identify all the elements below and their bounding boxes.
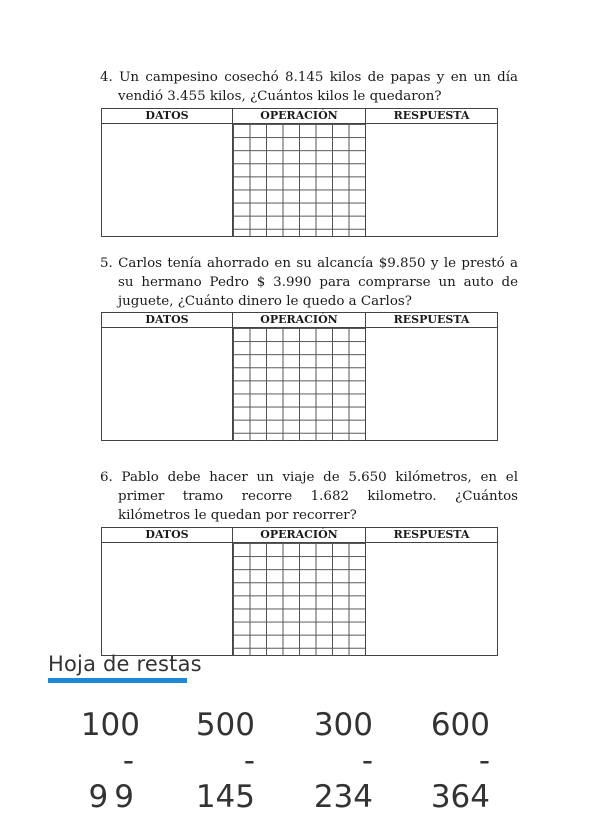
datos-header: DATOS (102, 528, 233, 542)
respuesta-header: RESPUESTA (393, 528, 470, 541)
datos-cell[interactable] (102, 328, 233, 441)
operacion-header: OPERACIÓN (233, 109, 366, 123)
operacion-grid[interactable] (233, 124, 366, 237)
subtrahend: - 99 (88, 743, 140, 815)
problem-5 (100, 254, 518, 311)
operacion-header: OPERACIÓN (233, 313, 366, 327)
minuend: 100 (80, 707, 140, 743)
problem-5-table (101, 312, 498, 441)
subtraction-4 (410, 707, 490, 815)
operacion-grid[interactable] (233, 328, 366, 441)
subtrahend: - 234 (313, 743, 373, 815)
problem-4 (100, 68, 518, 106)
minuend: 500 (195, 707, 255, 743)
datos-cell[interactable] (102, 543, 233, 656)
subtraction-3 (295, 707, 373, 815)
operacion-grid[interactable] (233, 543, 366, 656)
subtrahend: - 145 (195, 743, 255, 815)
operacion-header: OPERACIÓN (233, 528, 366, 542)
respuesta-cell[interactable] (366, 328, 497, 441)
respuesta-cell[interactable] (366, 543, 497, 656)
subtrahend: - 364 (430, 743, 490, 815)
problem-4-statement: 4. Un campesino cosechó 8.145 kilos de papas y en un día vendió 3.455 kilos, ¿Cuántos kilos le quedaron? (100, 70, 518, 104)
section-title: Hoja de restas (48, 652, 202, 676)
respuesta-cell[interactable] (366, 124, 497, 237)
problem-4-table (101, 108, 498, 237)
respuesta-header: RESPUESTA (393, 109, 470, 122)
problem-6-statement: 6. Pablo debe hacer un viaje de 5.650 kilómetros, en el primer tramo recorre 1.682 kilometro. ¿Cuántos kilómetros le quedan por recorrer? (100, 470, 518, 523)
minuend: 600 (430, 707, 490, 743)
datos-header: DATOS (102, 313, 233, 327)
subtraction-1 (60, 707, 140, 815)
datos-header: DATOS (102, 109, 233, 123)
minuend: 300 (313, 707, 373, 743)
section-title-underline (48, 678, 187, 683)
subtraction-2 (180, 707, 255, 815)
respuesta-header: RESPUESTA (393, 313, 470, 326)
problem-6 (100, 468, 518, 525)
problem-6-table (101, 527, 498, 656)
problem-5-statement: 5. Carlos tenía ahorrado en su alcancía $9.850 y le prestó a su hermano Pedro $ 3.990 para comprarse un auto de juguete, ¿Cuánto dinero le quedo a Carlos? (100, 256, 518, 309)
datos-cell[interactable] (102, 124, 233, 237)
